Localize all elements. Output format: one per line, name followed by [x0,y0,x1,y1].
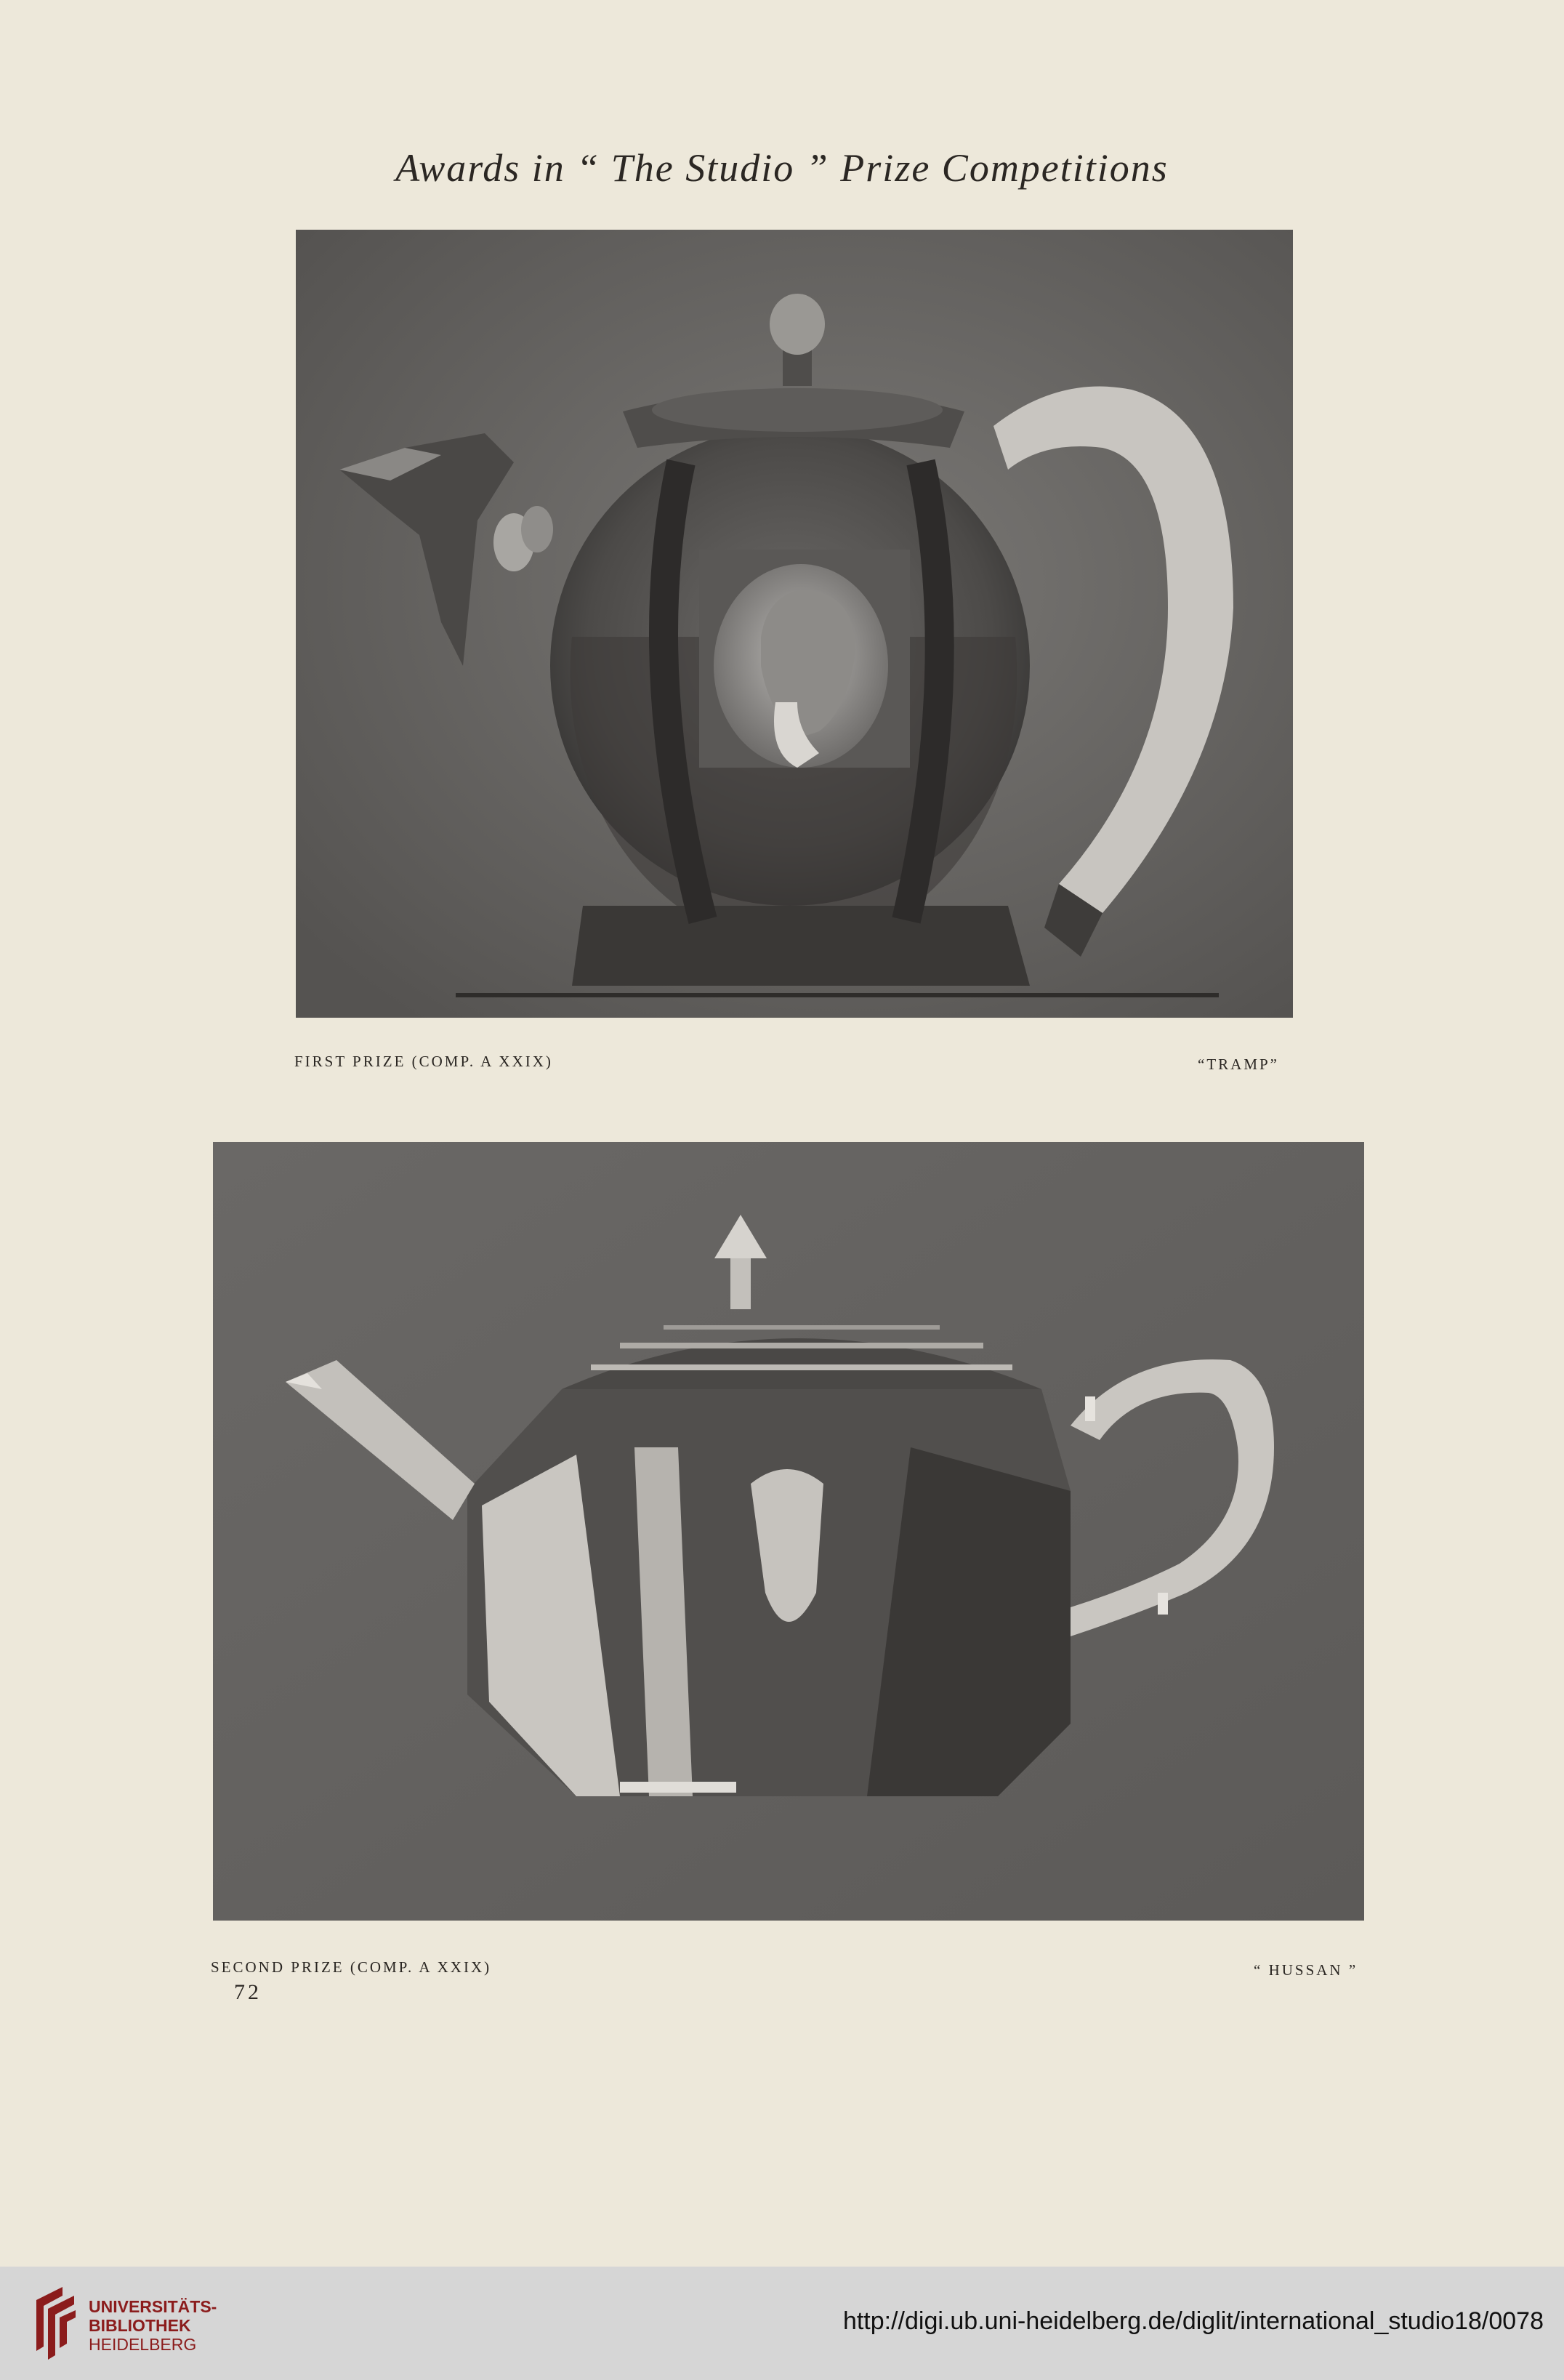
library-logo-icon [33,2285,78,2361]
library-name-line-2: BIBLIOTHEK [89,2316,191,2335]
teapot-cameo-illustration [296,230,1293,1018]
source-url-link[interactable]: http://digi.ub.uni-heidelberg.de/diglit/international_studio18/0078 [842,2307,1544,2335]
plate-second-prize-image [213,1142,1364,1921]
library-name-line-1: UNIVERSITÄTS- [89,2297,217,2316]
library-name-line-3: HEIDELBERG [89,2335,197,2354]
digitization-footer [0,2267,1564,2380]
teapot-faceted-illustration [213,1142,1364,1921]
plate-2-caption-prize: SECOND PRIZE (COMP. A XXIX) [211,1958,492,1976]
library-name [89,2297,217,2354]
plate-first-prize-image [296,230,1293,1018]
page-number: 72 [234,1980,262,2004]
plate-1-caption-prize: FIRST PRIZE (COMP. A XXIX) [294,1053,553,1070]
plate-1-caption-pseudonym: “TRAMP” [1198,1056,1279,1073]
running-title: Awards in “ The Studio ” Prize Competitions [395,146,1169,190]
plate-2-caption-pseudonym: “ HUSSAN ” [1254,1961,1358,1979]
